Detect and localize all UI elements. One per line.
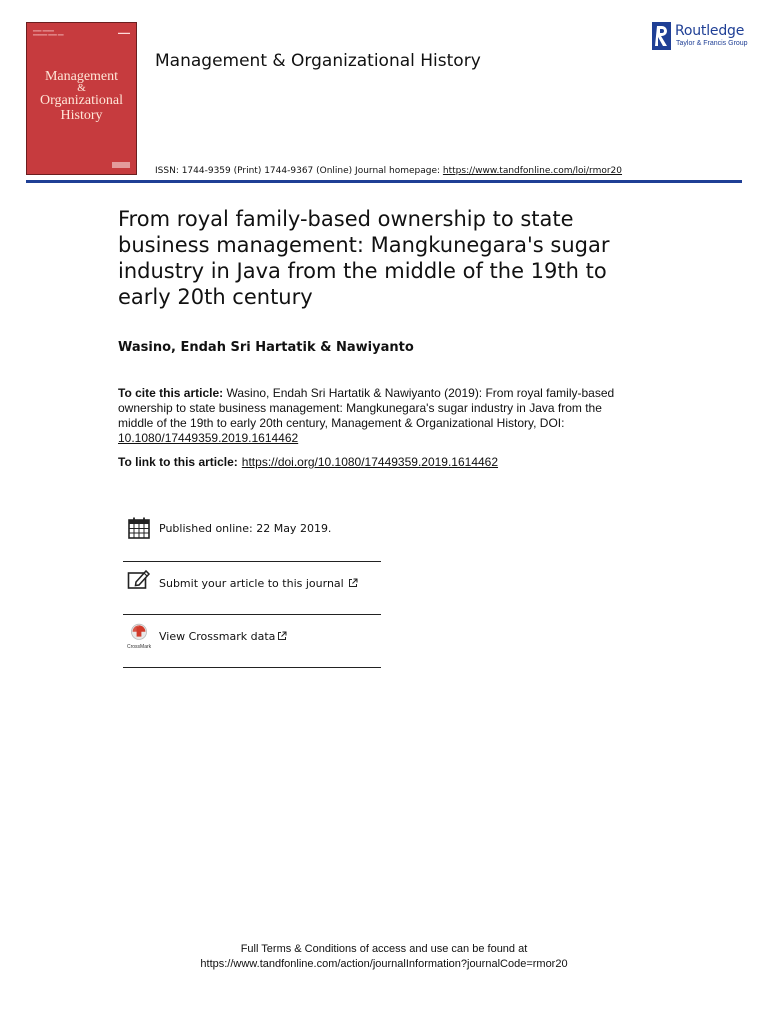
crossmark-icon-label: CrossMark (127, 644, 152, 650)
citation-block (118, 386, 630, 446)
article-doi-link[interactable]: https://doi.org/10.1080/17449359.2019.1614462 (241, 455, 499, 469)
footer-terms (0, 942, 768, 972)
cover-small-mark: ▬▬▬ (118, 30, 130, 35)
submit-article-link[interactable] (159, 577, 358, 590)
header-divider (26, 180, 742, 183)
cover-small-print: ═══ ════ ═════ ═══ ══ (33, 28, 64, 37)
article-title: From royal family-based ownership to state business management: Mangkunegara's sugar industry in Java from the middle of the 19th to early 20th century (118, 207, 610, 309)
cover-title-line: Organizational (40, 93, 123, 108)
cover-title-line: Management (44, 69, 119, 84)
cover-title-line: History (60, 108, 103, 123)
submit-article-text: Submit your article to this journal (159, 577, 344, 590)
row-divider (123, 614, 381, 615)
journal-name: Management & Organizational History (155, 51, 481, 71)
publisher-logo (652, 21, 752, 51)
publisher-name: Routledge (675, 23, 745, 39)
issn-text: ISSN: 1744-9359 (Print) 1744-9367 (Online) Journal homepage: (155, 166, 443, 176)
cover-title-line: & (77, 82, 86, 94)
link-label: To link to this article: (118, 455, 238, 469)
crossmark-link[interactable] (159, 630, 287, 643)
submit-article-row[interactable] (123, 564, 381, 616)
footer-terms-url[interactable]: https://www.tandfonline.com/action/journalInformation?journalCode=rmor20 (200, 958, 568, 970)
row-divider (123, 667, 381, 668)
routledge-logo-icon (652, 22, 671, 50)
journal-homepage-link[interactable]: https://www.tandfonline.com/loi/rmor20 (442, 166, 623, 176)
published-online-text: Published online: 22 May 2019. (159, 522, 332, 535)
cite-text: Wasino, Endah Sri Hartatik & Nawiyanto (2019): From royal family-based ownership to state business management: Mangkunegara's sugar industry in Java from the middle of the 19th to early 20th century, Management & Organizational History, DOI: (118, 386, 615, 430)
calendar-icon (127, 516, 151, 540)
link-to-article (118, 455, 630, 469)
cite-label: To cite this article: (118, 386, 224, 400)
crossmark-row[interactable] (123, 617, 381, 669)
article-authors: Wasino, Endah Sri Hartatik & Nawiyanto (118, 340, 414, 355)
journal-cover-image (26, 22, 137, 175)
issn-line (155, 166, 622, 176)
cover-title (27, 69, 136, 123)
row-divider (123, 561, 381, 562)
external-link-icon (348, 578, 358, 588)
edit-icon (127, 568, 151, 592)
footer-terms-text: Full Terms & Conditions of access and use can be found at (240, 943, 528, 955)
external-link-icon (277, 631, 287, 641)
publisher-subtitle: Taylor & Francis Group (676, 40, 748, 47)
cover-publisher-mark (112, 162, 130, 168)
cite-doi-link[interactable]: 10.1080/17449359.2019.1614462 (118, 431, 299, 445)
crossmark-text: View Crossmark data (159, 630, 276, 643)
published-online-row (123, 512, 381, 564)
